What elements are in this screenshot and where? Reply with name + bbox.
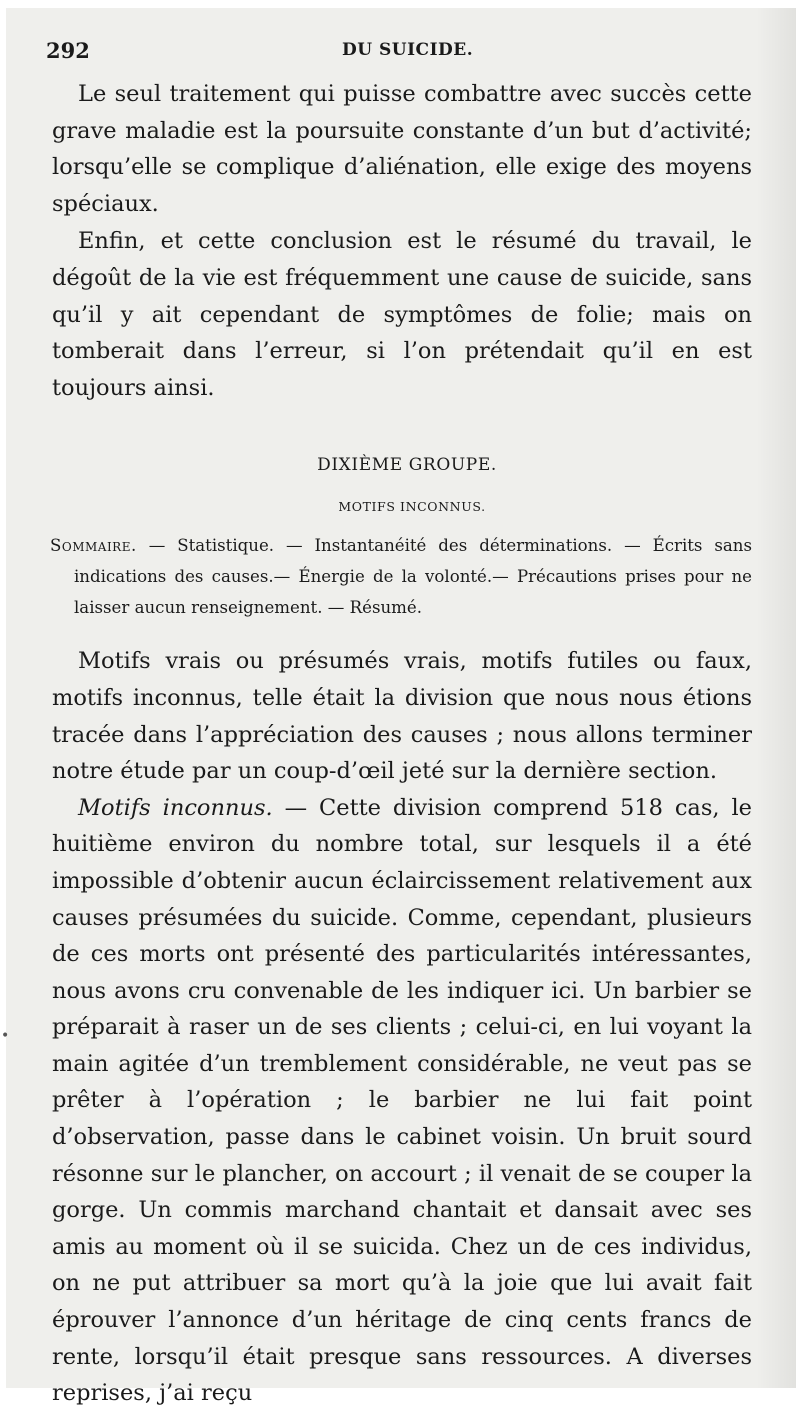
paragraph-lead-italic: Motifs inconnus. [78, 794, 273, 821]
paragraph-unknown-motives [52, 790, 752, 1412]
running-head [46, 38, 752, 72]
summary-label: Sommaire. [50, 536, 137, 556]
paragraph-unknown-motives-text: — Cette division comprend 518 cas, le huitième environ du nombre total, sur lesquels il a été impossible d’obtenir aucun éclaircissement relativement aux causes présumées du suicide. Comme, cependant, plusieurs de ces morts ont présenté des particularités intéressantes, nous avons cru convenable de les indiquer ici. Un barbier se préparait à raser un de ses clients ; celui-ci, en lui voyant la main agitée d’un tremblement considérable, ne veut pas se prêter à l’opération ; le barbier ne lui fait point d’observation, passe dans le cabinet voisin. Un bruit sourd résonne sur le plancher, on accourt ; il venait de se couper la gorge. Un commis marchand chantait et dansait avec ses amis au moment où il se suicida. Chez un de ces individus, on ne put attribuer sa mort qu’à la joie que lui avait fait éprouver l’annonce d’un héritage de cinq cents francs de rente, lorsqu’il était presque sans ressources. A diverses reprises, j’ai reçu [52, 794, 752, 1407]
page-number: 292 [46, 38, 90, 63]
section-subtitle: MOTIFS INCONNUS. [338, 499, 486, 515]
running-title: DU SUICIDE. [342, 40, 474, 60]
paragraph-motifs-division: Motifs vrais ou présumés vrais, motifs futiles ou faux, motifs inconnus, telle était la division que nous nous étions tracée dans l’appréciation des causes ; nous allons terminer notre étude par un coup-d’œil jeté sur la dernière section. [52, 648, 752, 785]
paragraph-conclusion: Enfin, et cette conclusion est le résumé du travail, le dégoût de la vie est fréquemment une cause de suicide, sans qu’il y ait cependant de symptômes de folie; mais on tomberait dans l’erreur, si l’on prétendait qu’il en est toujours ainsi. [52, 228, 752, 401]
section-title: DIXIÈME GROUPE. [317, 455, 497, 476]
summary-text: — Statistique. — Instantanéité des déterminations. — Écrits sans indications des causes.— Énergie de la volonté.— Précautions prises pour ne laisser aucun renseignement. — Résumé. [74, 536, 752, 618]
margin-mark-icon: • [1, 1028, 10, 1044]
section-summary [52, 530, 752, 623]
paragraph-treatment: Le seul traitement qui puisse combattre avec succès cette grave maladie est la poursuite constante d’un but d’activité; lorsqu’elle se complique d’aliénation, elle exige des moyens spéciaux. [52, 81, 752, 217]
book-page [1, 8, 796, 1407]
